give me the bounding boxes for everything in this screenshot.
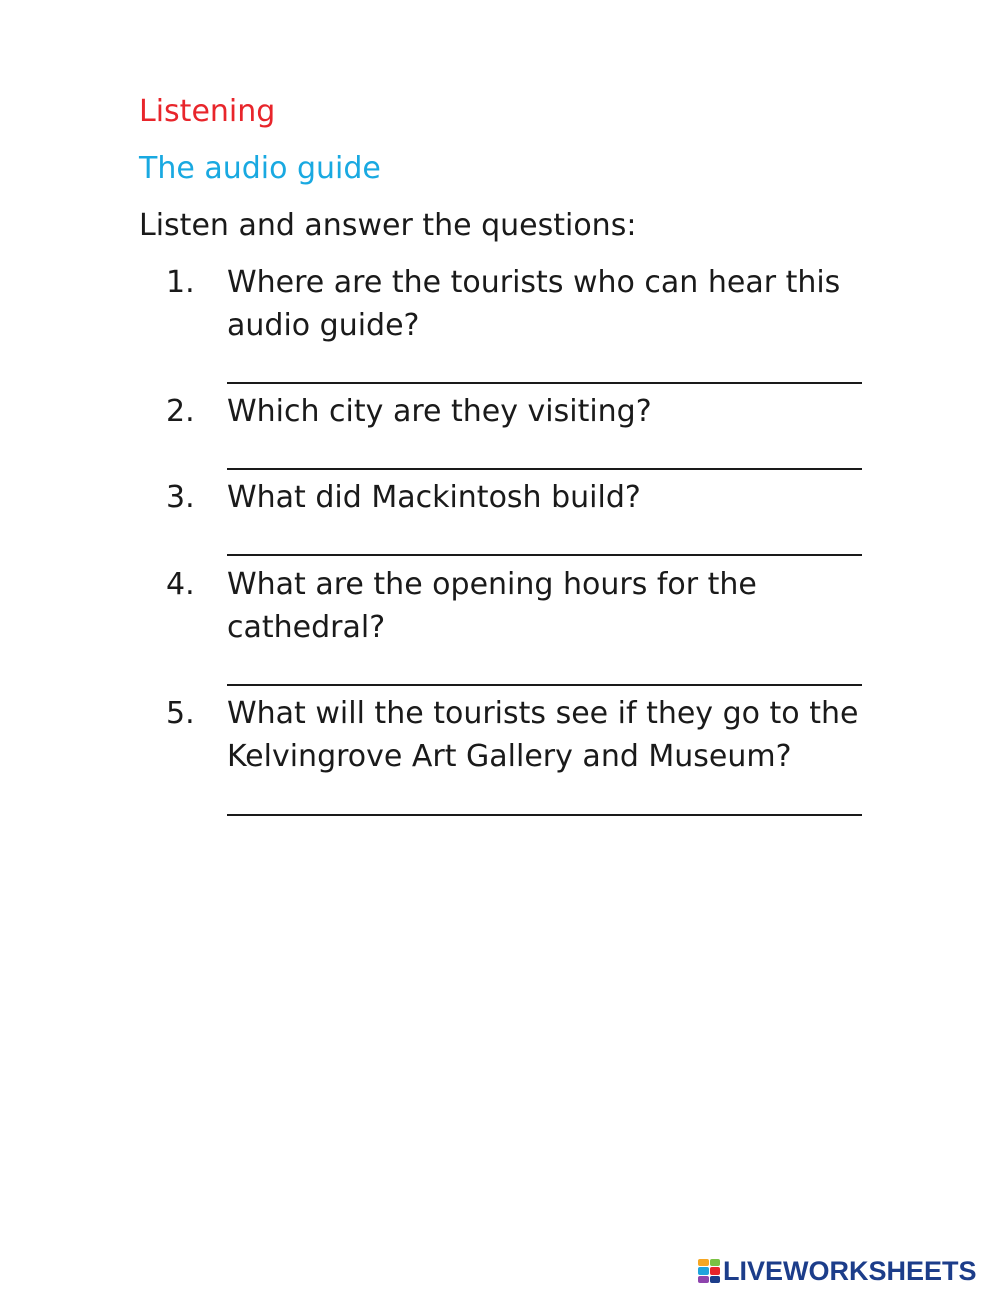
- question-text: Which city are they visiting?: [227, 394, 652, 429]
- question-text: What will the tourists see if they go to the Kelvingrove Art Gallery and Museum?: [227, 696, 859, 774]
- answer-line-1[interactable]: [227, 382, 862, 384]
- question-text: What did Mackintosh build?: [227, 480, 641, 515]
- question-number: 2.: [166, 394, 195, 429]
- question-number: 1.: [166, 265, 195, 300]
- answer-line-2[interactable]: [227, 468, 862, 470]
- question-number: 5.: [166, 696, 195, 731]
- question-text: What are the opening hours for the cathedral?: [227, 567, 757, 645]
- question-number: 3.: [166, 480, 195, 515]
- question-text: Where are the tourists who can hear this audio guide?: [227, 265, 841, 343]
- answer-line-3[interactable]: [227, 554, 862, 556]
- section-label: Listening: [139, 94, 276, 129]
- liveworksheets-logo-icon: [698, 1259, 720, 1283]
- brand-name: LIVEWORKSHEETS: [723, 1255, 977, 1286]
- question-number: 4.: [166, 567, 195, 602]
- instructions: Listen and answer the questions:: [139, 208, 637, 243]
- answer-line-5[interactable]: [227, 814, 862, 816]
- answer-line-4[interactable]: [227, 684, 862, 686]
- brand-footer: [698, 1256, 977, 1286]
- worksheet-title: The audio guide: [139, 151, 381, 186]
